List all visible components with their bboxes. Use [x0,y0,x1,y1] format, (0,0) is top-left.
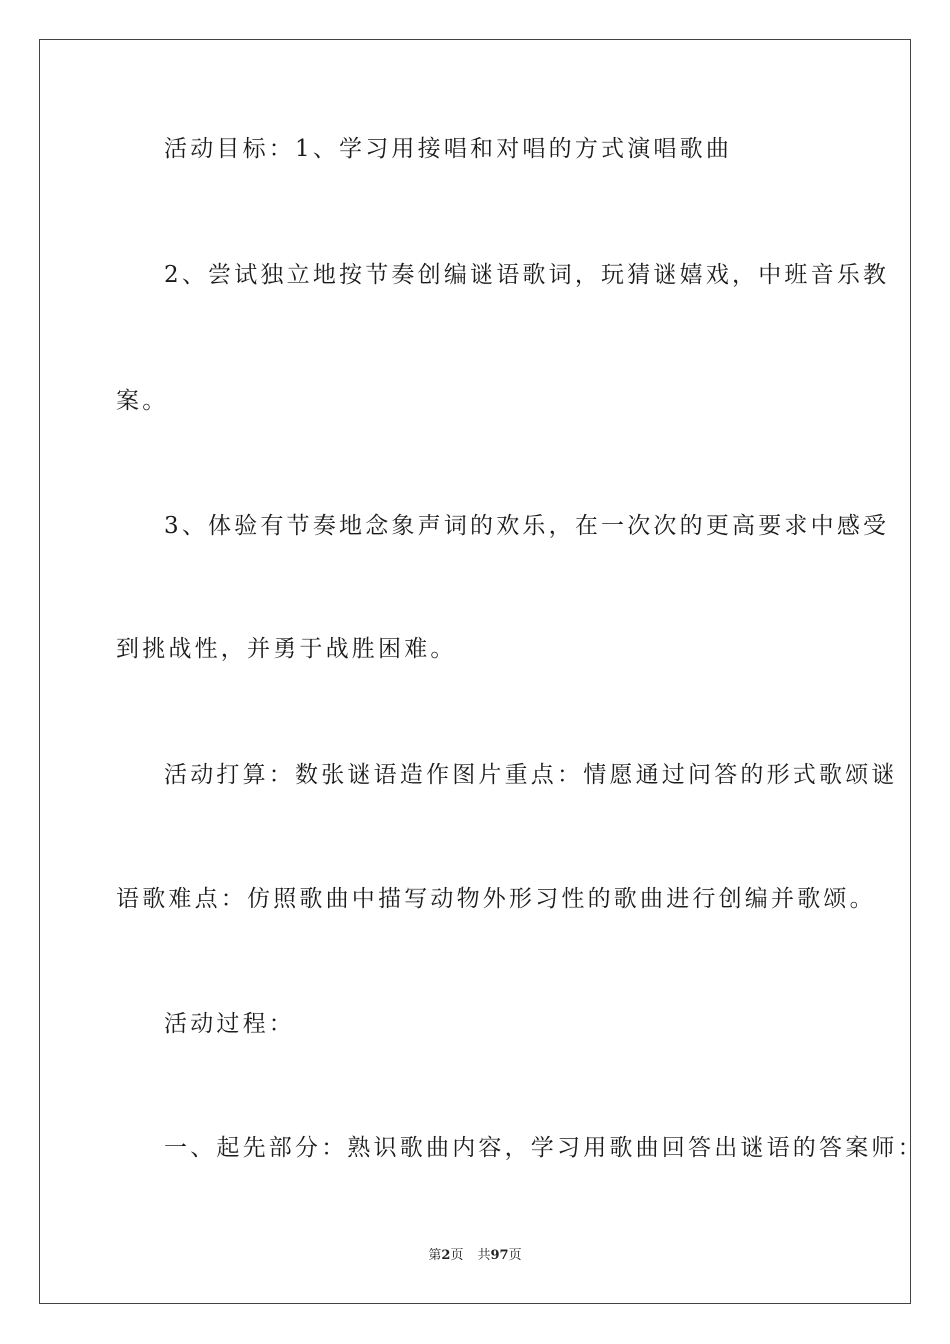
page-footer [0,1247,950,1265]
page-prefix: 第 [428,1248,442,1263]
total-prefix: 共 [477,1248,491,1263]
paragraph-line-9: 一、起先部分：熟识歌曲内容，学习用歌曲回答出谜语的答案师： [164,1135,924,1161]
page-border [39,39,911,1304]
total-pages: 97 [490,1248,509,1263]
page-suffix: 页 [450,1248,464,1263]
page-number: 2 [441,1248,451,1263]
paragraph-line-4: 3、体验有节奏地念象声词的欢乐，在一次次的更高要求中感受 [164,513,890,539]
paragraph-line-7: 语歌难点：仿照歌曲中描写动物外形习性的歌曲进行创编并歌颂。 [116,886,876,912]
paragraph-line-1: 活动目标：1、学习用接唱和对唱的方式演唱歌曲 [164,136,733,162]
total-suffix: 页 [508,1248,522,1263]
paragraph-line-2: 2、尝试独立地按节奏创编谜语歌词，玩猜谜嬉戏，中班音乐教 [164,262,890,288]
paragraph-line-5: 到挑战性，并勇于战胜困难。 [116,636,457,662]
paragraph-line-8: 活动过程： [164,1011,295,1037]
paragraph-line-3: 案。 [116,388,169,414]
paragraph-line-6: 活动打算：数张谜语造作图片重点：情愿通过问答的形式歌颂谜 [164,762,898,788]
